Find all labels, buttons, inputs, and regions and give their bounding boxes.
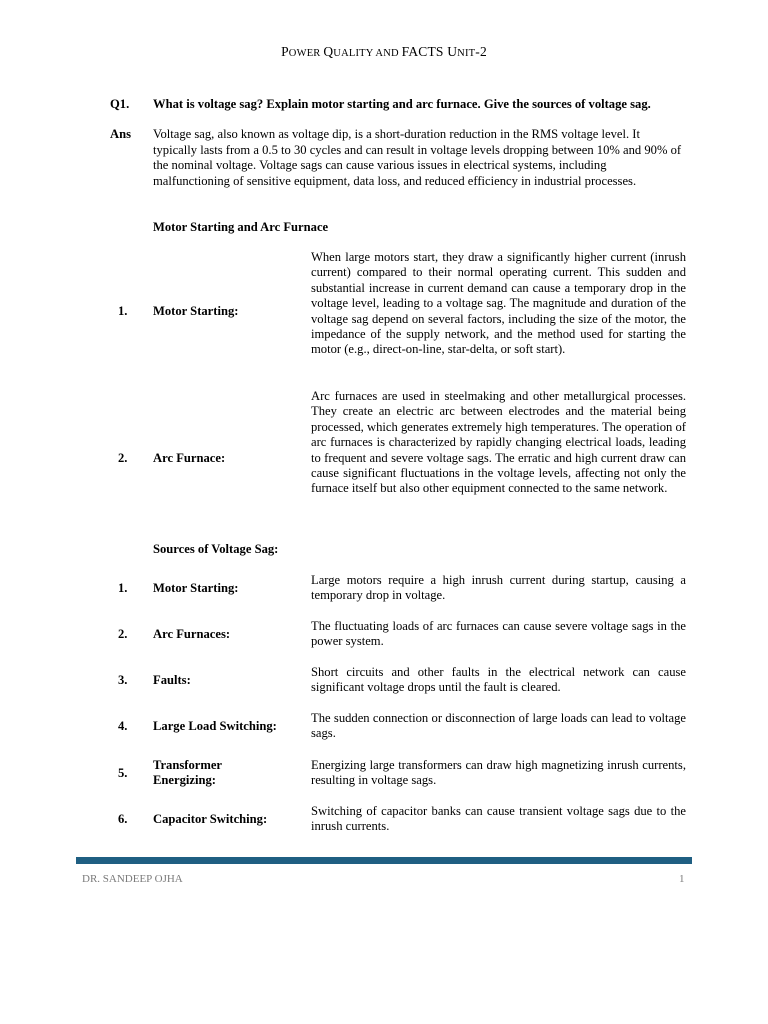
item-number: 2. [118, 627, 128, 641]
item-description: Large motors require a high inrush current during startup, causing a temporary drop in voltage. [311, 573, 686, 603]
item-label: Transformer Energizing: [153, 758, 222, 787]
title-part: -2 [475, 44, 487, 59]
page-number: 1 [679, 873, 685, 885]
item-number: 4. [118, 719, 128, 733]
item-number: 5. [118, 766, 128, 780]
item-label: Faults: [153, 673, 191, 687]
item-number: 3. [118, 673, 128, 687]
item-label: Capacitor Switching: [153, 812, 268, 826]
title-part: Q [323, 44, 334, 59]
item-description: The fluctuating loads of arc furnaces can cause severe voltage sags in the power system. [311, 619, 686, 649]
title-part: OWER [288, 48, 324, 59]
item-label: Motor Starting: [153, 304, 239, 318]
title-part: UALITY AND [333, 48, 402, 59]
page-title [0, 44, 768, 60]
item-number: 2. [118, 451, 128, 465]
item-description: Short circuits and other faults in the electrical network can cause significant voltage drops until the fault is cleared. [311, 665, 686, 695]
answer-label: Ans [110, 127, 131, 141]
item-description: Energizing large transformers can draw high magnetizing inrush currents, resulting in voltage sags. [311, 758, 686, 788]
item-description: Switching of capacitor banks can cause transient voltage sags due to the inrush currents. [311, 804, 686, 834]
item-label: Motor Starting: [153, 581, 239, 595]
title-part: FACTS U [401, 44, 458, 59]
footer-author: DR. SANDEEP OJHA [82, 873, 183, 885]
item-description: Arc furnaces are used in steelmaking and other metallurgical processes. They create an electric arc between electrodes and the material being processed, which generates extremely high temperatures. The operation of arc furnaces is characterized by rapidly changing electrical loads, leading to frequent and severe voltage sags. The erratic and high current draw can cause significant fluctuations in the voltage levels, affecting not only the furnace itself but also other equipment connected to the same network. [311, 389, 686, 496]
item-description: When large motors start, they draw a significantly higher current (inrush current) compared to their normal operating current. This sudden and substantial increase in current demand can cause a temporary drop in the voltage level, leading to a voltage sag. The magnitude and duration of the voltage sag depend on several factors, including the size of the motor, the impedance of the supply network, and the method used for starting the motor (e.g., direct-on-line, star-delta, or soft start). [311, 250, 686, 357]
footer-divider [76, 857, 692, 864]
title-part: P [281, 44, 289, 59]
section-heading-sources: Sources of Voltage Sag: [153, 542, 279, 556]
item-label: Arc Furnaces: [153, 627, 231, 641]
item-label: Arc Furnace: [153, 451, 226, 465]
item-number: 1. [118, 581, 128, 595]
answer-text: Voltage sag, also known as voltage dip, is a short-duration reduction in the RMS voltage level. It typically lasts from a 0.5 to 30 cycles and can result in voltage levels dropping between 10% and 90% of the nominal voltage. Voltage sags can cause various issues in electrical systems, including malfunctioning of sensitive equipment, data loss, and reduced efficiency in industrial processes. [153, 127, 682, 188]
item-description: The sudden connection or disconnection of large loads can lead to voltage sags. [311, 711, 686, 741]
item-number: 1. [118, 304, 128, 318]
question-number: Q1. [110, 97, 130, 111]
item-label: Large Load Switching: [153, 719, 277, 733]
section-heading-motor-arc: Motor Starting and Arc Furnace [153, 220, 329, 234]
title-part: NIT [457, 48, 476, 59]
question-text: What is voltage sag? Explain motor starting and arc furnace. Give the sources of voltage sag. [153, 97, 651, 111]
item-number: 6. [118, 812, 128, 826]
